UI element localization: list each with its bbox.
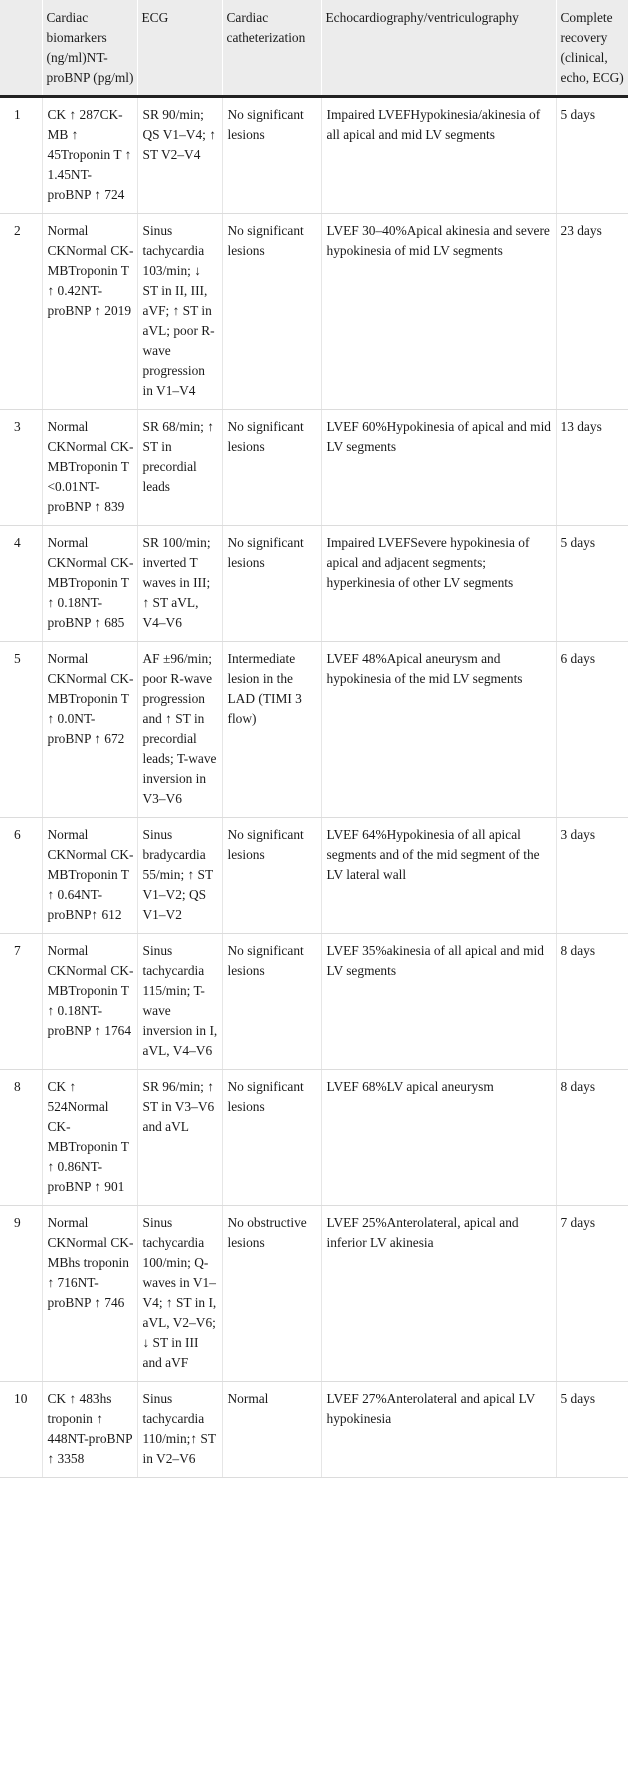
cell-index: 10 — [0, 1381, 42, 1477]
cell-catheterization: No significant lesions — [222, 1069, 321, 1205]
table-row — [0, 1381, 628, 1477]
cell-echocardiography: LVEF 25%Anterolateral, apical and inferior LV akinesia — [321, 1205, 556, 1381]
cell-catheterization: Normal — [222, 1381, 321, 1477]
cell-biomarkers: CK ↑ 287CK-MB ↑ 45Troponin T ↑ 1.45NT-proBNP ↑ 724 — [42, 96, 137, 213]
cell-echocardiography: LVEF 30–40%Apical akinesia and severe hypokinesia of mid LV segments — [321, 213, 556, 409]
table-row — [0, 96, 628, 213]
table-row — [0, 525, 628, 641]
table-row — [0, 641, 628, 817]
header-cell-ecg: ECG — [137, 0, 222, 96]
cell-catheterization: No significant lesions — [222, 933, 321, 1069]
cell-biomarkers: Normal CKNormal CK-MBTroponin T ↑ 0.18NT-proBNP ↑ 1764 — [42, 933, 137, 1069]
cell-index: 8 — [0, 1069, 42, 1205]
cell-index: 6 — [0, 817, 42, 933]
header-cell-index — [0, 0, 42, 96]
table-row — [0, 409, 628, 525]
cell-recovery: 3 days — [556, 817, 628, 933]
cell-catheterization: No significant lesions — [222, 96, 321, 213]
cell-echocardiography: Impaired LVEFHypokinesia/akinesia of all apical and mid LV segments — [321, 96, 556, 213]
cell-index: 1 — [0, 96, 42, 213]
cell-recovery: 5 days — [556, 525, 628, 641]
cell-biomarkers: Normal CKNormal CK-MBTroponin T ↑ 0.18NT-proBNP ↑ 685 — [42, 525, 137, 641]
cell-biomarkers: CK ↑ 483hs troponin ↑ 448NT-proBNP ↑ 3358 — [42, 1381, 137, 1477]
cell-catheterization: No obstructive lesions — [222, 1205, 321, 1381]
cell-ecg: AF ±96/min; poor R-wave progression and ↑ ST in precordial leads; T-wave inversion in V3–V6 — [137, 641, 222, 817]
cell-biomarkers: Normal CKNormal CK-MBTroponin T ↑ 0.0NT-proBNP ↑ 672 — [42, 641, 137, 817]
cell-ecg: Sinus tachycardia 115/min; T-wave inversion in I, aVL, V4–V6 — [137, 933, 222, 1069]
cell-index: 7 — [0, 933, 42, 1069]
cell-biomarkers: Normal CKNormal CK-MBTroponin T <0.01NT-proBNP ↑ 839 — [42, 409, 137, 525]
table-body — [0, 96, 628, 1477]
cell-recovery: 23 days — [556, 213, 628, 409]
cell-recovery: 6 days — [556, 641, 628, 817]
cell-catheterization: No significant lesions — [222, 817, 321, 933]
cell-ecg: SR 68/min; ↑ ST in precordial leads — [137, 409, 222, 525]
cell-index: 5 — [0, 641, 42, 817]
table-row — [0, 933, 628, 1069]
table-row — [0, 213, 628, 409]
cell-ecg: Sinus bradycardia 55/min; ↑ ST V1–V2; QS V1–V2 — [137, 817, 222, 933]
cell-ecg: Sinus tachycardia 103/min; ↓ ST in II, III, aVF; ↑ ST in aVL; poor R-wave progression in V1–V4 — [137, 213, 222, 409]
table-row — [0, 817, 628, 933]
cell-ecg: Sinus tachycardia 110/min;↑ ST in V2–V6 — [137, 1381, 222, 1477]
header-cell-echocardiography: Echocardiography/ventriculography — [321, 0, 556, 96]
cell-biomarkers: Normal CKNormal CK-MBTroponin T ↑ 0.64NT-proBNP↑ 612 — [42, 817, 137, 933]
cell-echocardiography: LVEF 48%Apical aneurysm and hypokinesia of the mid LV segments — [321, 641, 556, 817]
cell-echocardiography: LVEF 60%Hypokinesia of apical and mid LV segments — [321, 409, 556, 525]
cell-ecg: SR 96/min; ↑ ST in V3–V6 and aVL — [137, 1069, 222, 1205]
cell-echocardiography: Impaired LVEFSevere hypokinesia of apical and adjacent segments; hyperkinesia of other LV segments — [321, 525, 556, 641]
cell-recovery: 7 days — [556, 1205, 628, 1381]
header-row — [0, 0, 628, 96]
cell-biomarkers: Normal CKNormal CK-MBhs troponin ↑ 716NT-proBNP ↑ 746 — [42, 1205, 137, 1381]
header-cell-biomarkers: Cardiac biomarkers (ng/ml)NT-proBNP (pg/ml) — [42, 0, 137, 96]
cell-ecg: SR 90/min; QS V1–V4; ↑ ST V2–V4 — [137, 96, 222, 213]
cell-recovery: 5 days — [556, 1381, 628, 1477]
header-cell-catheterization: Cardiac catheterization — [222, 0, 321, 96]
cell-index: 2 — [0, 213, 42, 409]
cell-echocardiography: LVEF 35%akinesia of all apical and mid LV segments — [321, 933, 556, 1069]
cell-recovery: 8 days — [556, 1069, 628, 1205]
cell-ecg: Sinus tachycardia 100/min; Q-waves in V1–V4; ↑ ST in I, aVL, V2–V6; ↓ ST in III and aVF — [137, 1205, 222, 1381]
cell-recovery: 5 days — [556, 96, 628, 213]
cell-echocardiography: LVEF 27%Anterolateral and apical LV hypokinesia — [321, 1381, 556, 1477]
cell-biomarkers: Normal CKNormal CK-MBTroponin T ↑ 0.42NT-proBNP ↑ 2019 — [42, 213, 137, 409]
cell-echocardiography: LVEF 64%Hypokinesia of all apical segments and of the mid segment of the LV lateral wall — [321, 817, 556, 933]
table-row — [0, 1069, 628, 1205]
cell-recovery: 8 days — [556, 933, 628, 1069]
cell-index: 4 — [0, 525, 42, 641]
cell-ecg: SR 100/min; inverted T waves in III; ↑ ST aVL, V4–V6 — [137, 525, 222, 641]
table-header — [0, 0, 628, 96]
cell-biomarkers: CK ↑ 524Normal CK-MBTroponin T ↑ 0.86NT-proBNP ↑ 901 — [42, 1069, 137, 1205]
cell-catheterization: Intermediate lesion in the LAD (TIMI 3 flow) — [222, 641, 321, 817]
cell-recovery: 13 days — [556, 409, 628, 525]
cell-catheterization: No significant lesions — [222, 525, 321, 641]
cell-index: 3 — [0, 409, 42, 525]
cell-catheterization: No significant lesions — [222, 409, 321, 525]
cell-catheterization: No significant lesions — [222, 213, 321, 409]
table-row — [0, 1205, 628, 1381]
header-cell-recovery: Complete recovery (clinical, echo, ECG) — [556, 0, 628, 96]
cell-index: 9 — [0, 1205, 42, 1381]
cell-echocardiography: LVEF 68%LV apical aneurysm — [321, 1069, 556, 1205]
